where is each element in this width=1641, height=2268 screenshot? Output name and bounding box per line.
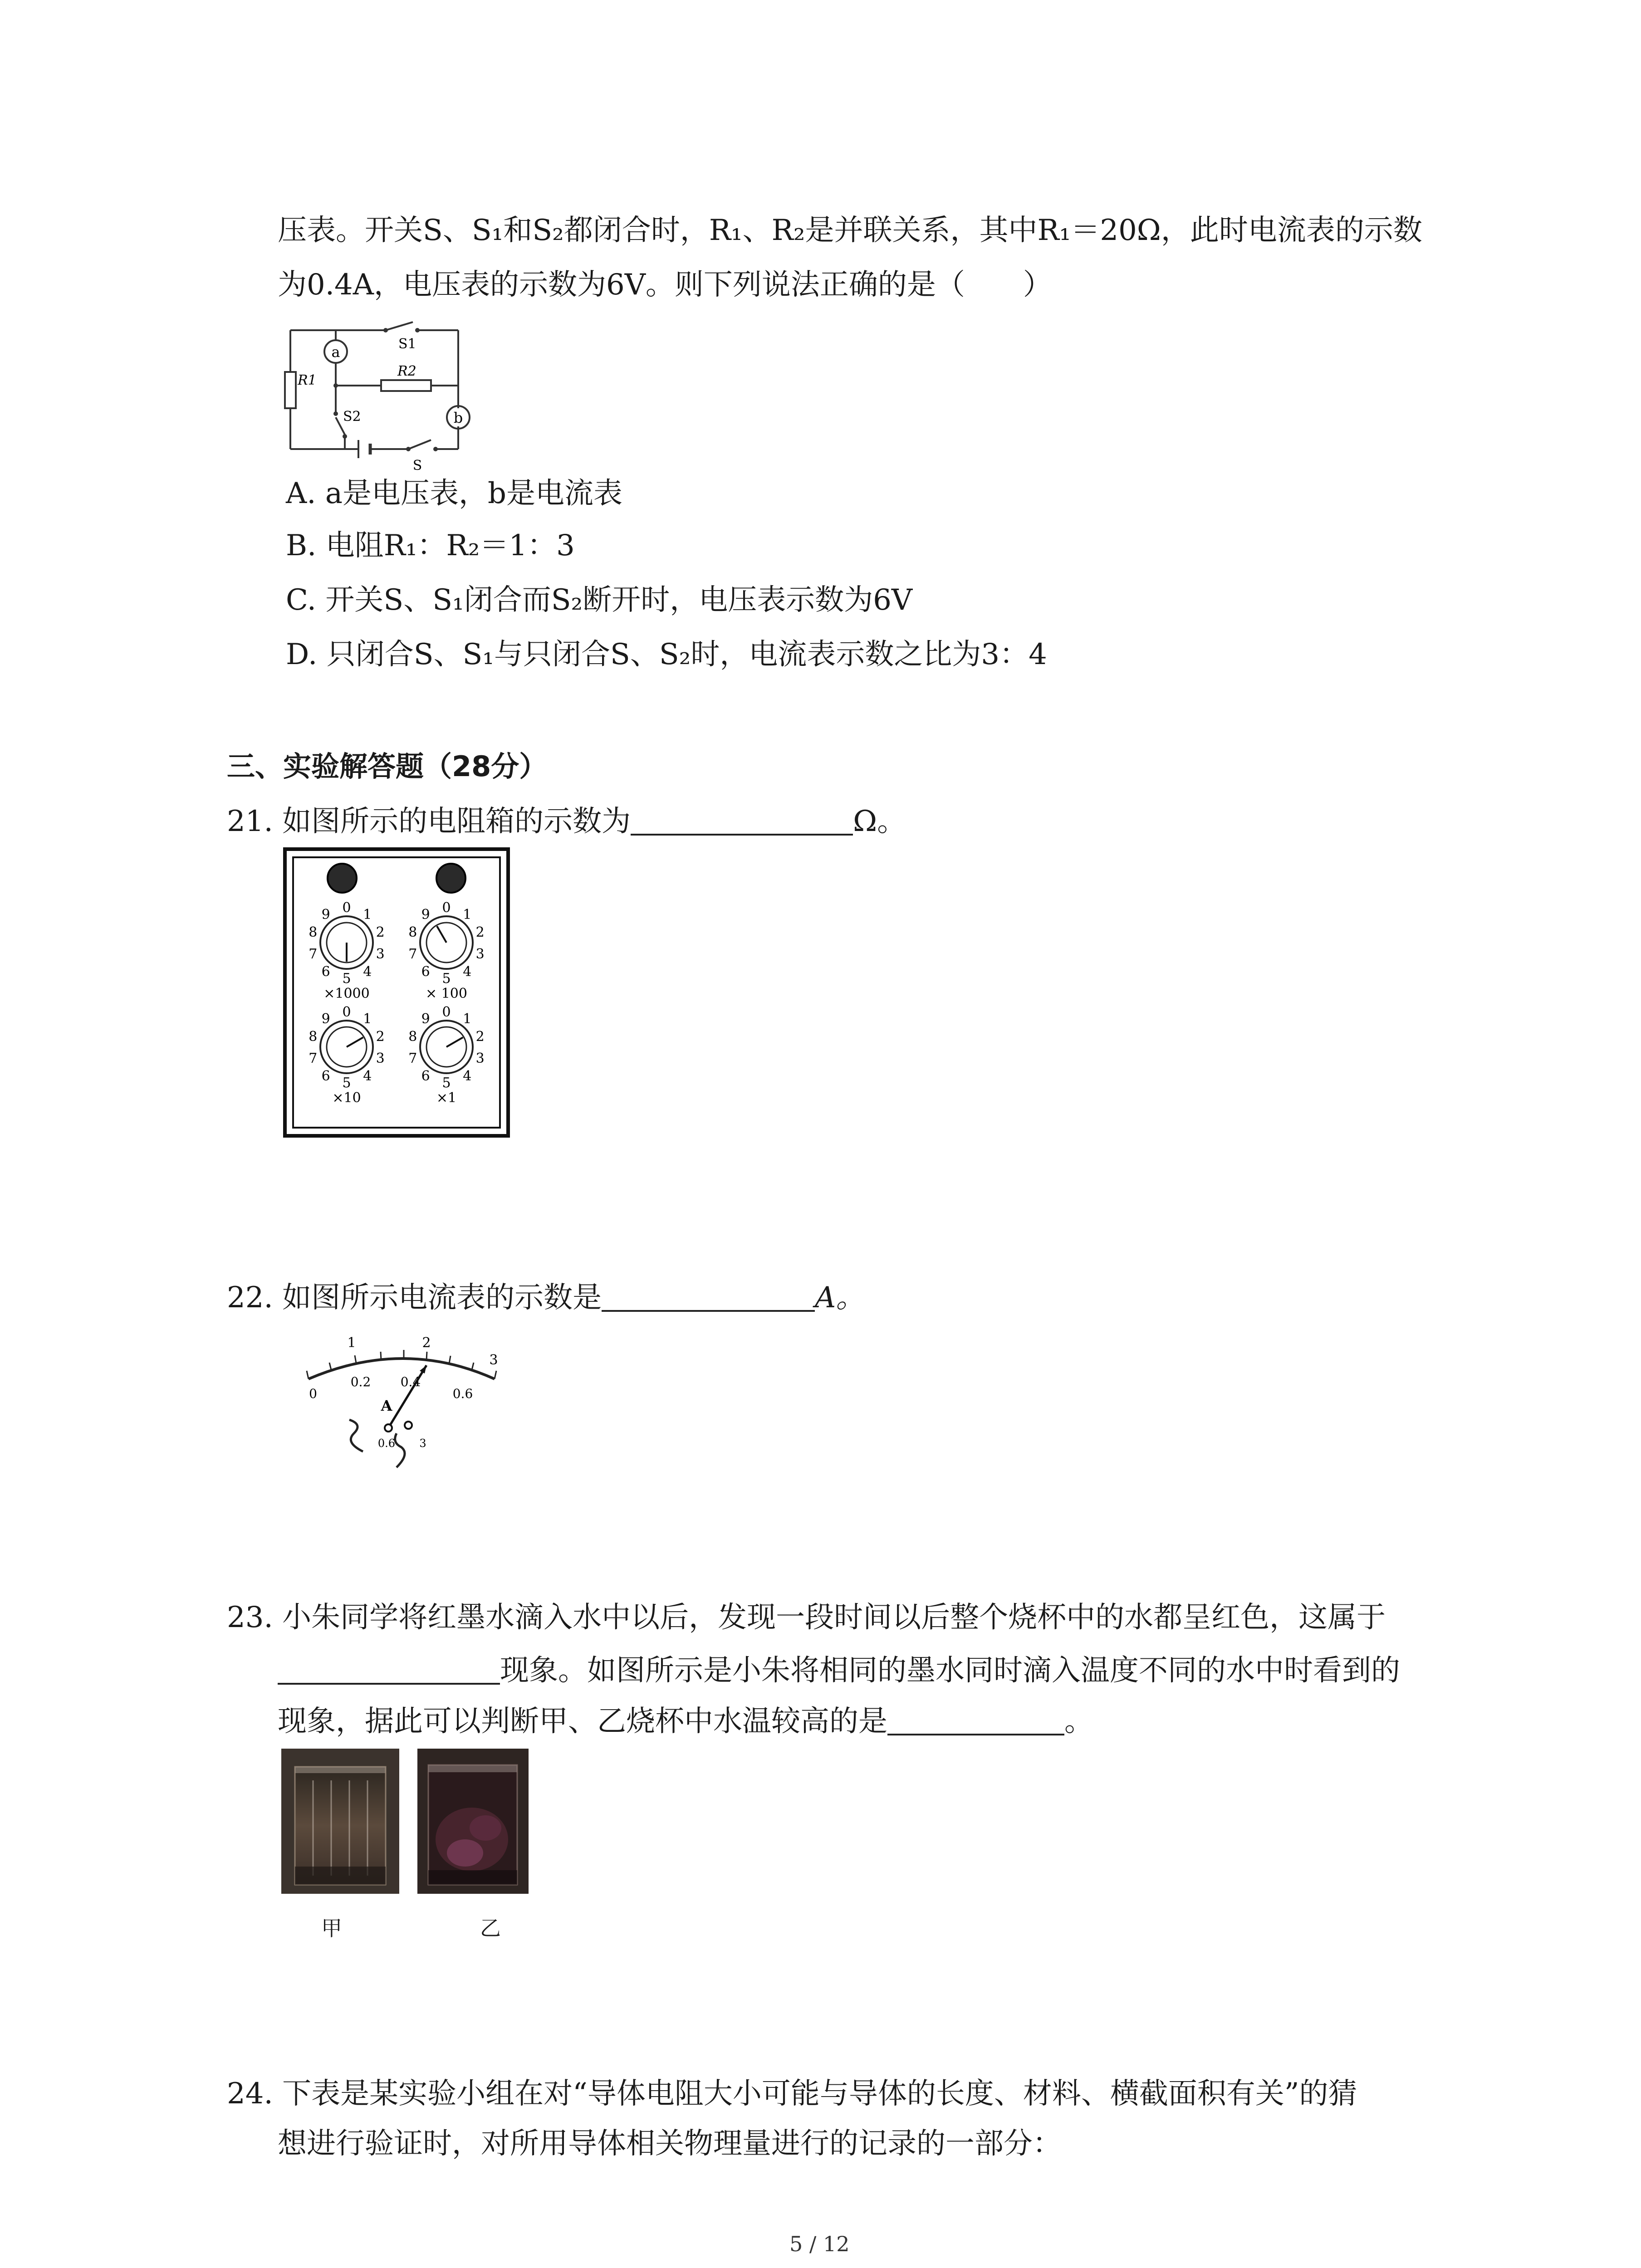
- dial-digit: 8: [408, 924, 417, 940]
- q24-line1: 24. 下表是某实验小组在对“导体电阻大小可能与导体的长度、材料、横截面积有关”的猜: [227, 2077, 1357, 2111]
- meter-b-label: b: [453, 409, 463, 426]
- ammeter: [281, 1320, 517, 1470]
- q23-line3-text: 现象，据此可以判断甲、乙烧杯中水温较高的是: [278, 1705, 887, 1738]
- dial-digit: 0: [342, 900, 351, 916]
- q23-answer-blank-1[interactable]: [278, 1651, 500, 1685]
- q21-line: [227, 802, 906, 839]
- q20-option-d: D. 只闭合S、S₁与只闭合S、S₂时，电流表示数之比为3：4: [286, 638, 1047, 671]
- dial-digit: 2: [475, 1028, 485, 1045]
- dial-digit: 3: [475, 1051, 485, 1067]
- dial-digit: 9: [421, 1011, 430, 1027]
- terminal-right: [436, 864, 465, 893]
- q20-line2: 为0.4A，电压表的示数为6V。则下列说法正确的是（ ）: [278, 268, 1052, 302]
- circuit-diagram: [281, 318, 495, 476]
- scale-top-2: 2: [422, 1335, 431, 1351]
- dial-digit: 8: [309, 924, 318, 940]
- terminal-3: 3: [419, 1437, 426, 1450]
- q20-option-b: B. 电阻R₁：R₂＝1：3: [286, 529, 575, 562]
- dial-digit: 9: [421, 906, 430, 923]
- dial-digit: 7: [309, 946, 318, 963]
- q23-line1: 23. 小朱同学将红墨水滴入水中以后，发现一段时间以后整个烧杯中的水都呈红色，这属于: [227, 1601, 1386, 1634]
- caption-yi: 乙: [480, 1916, 501, 1941]
- beaker-photo-jia: [281, 1749, 399, 1894]
- q23-line2: [278, 1651, 1400, 1688]
- q23-line3-end: 。: [1064, 1705, 1093, 1738]
- dial-digit: 1: [463, 906, 472, 923]
- q21-answer-blank[interactable]: [631, 802, 853, 836]
- q22-prefix: 22. 如图所示电流表的示数是: [227, 1281, 602, 1315]
- dial-multiplier: × 100: [426, 986, 467, 1002]
- dial-digit: 4: [463, 964, 472, 980]
- r2-label: R2: [397, 363, 416, 379]
- dial-digit: 5: [442, 971, 451, 987]
- dial-digit: 5: [342, 1075, 351, 1091]
- terminal-06: 0.6: [377, 1437, 396, 1450]
- scale-bottom-06: 0.6: [452, 1386, 473, 1401]
- dial-digit: 2: [376, 924, 385, 940]
- q20-option-a: A. a是电压表，b是电流表: [286, 477, 623, 510]
- dial-digit: 5: [442, 1075, 451, 1091]
- q20-line1: 压表。开关S、S₁和S₂都闭合时，R₁、R₂是并联关系，其中R₁＝20Ω，此时电流表的示数: [278, 214, 1422, 247]
- q23-answer-blank-2[interactable]: [887, 1702, 1064, 1735]
- q21-suffix: Ω。: [853, 805, 906, 838]
- dial-digit: 8: [408, 1028, 417, 1045]
- beaker-photo-yi: [417, 1749, 529, 1894]
- dial-digit: 6: [421, 964, 430, 980]
- dial-multiplier: ×1000: [323, 986, 370, 1002]
- dial-digit: 0: [342, 1004, 351, 1020]
- dial-digit: 7: [408, 1051, 417, 1067]
- s2-label: S2: [343, 409, 361, 425]
- dial-digit: 8: [309, 1028, 318, 1045]
- dial-digit: 3: [475, 946, 485, 963]
- dial-digit: 9: [321, 1011, 330, 1027]
- dial-digit: 4: [363, 964, 372, 980]
- dial-digit: 7: [309, 1051, 318, 1067]
- dial-digit: 3: [376, 1051, 385, 1067]
- q22-answer-blank[interactable]: [602, 1278, 815, 1312]
- dial-digit: 7: [408, 946, 417, 963]
- s-label: S: [412, 458, 422, 474]
- dial-digit: 2: [475, 924, 485, 940]
- q22-suffix: A。: [815, 1281, 865, 1315]
- dial-multiplier: ×10: [332, 1090, 361, 1106]
- dial-digit: 4: [363, 1068, 372, 1085]
- q20-option-c: C. 开关S、S₁闭合而S₂断开时，电压表示数为6V: [286, 583, 913, 617]
- q24-line2: 想进行验证时，对所用导体相关物理量进行的记录的一部分：: [278, 2127, 1062, 2160]
- terminal-left: [328, 864, 357, 893]
- dial-digit: 1: [363, 906, 372, 923]
- r1-label: R1: [298, 372, 317, 388]
- page-number: 5 / 12: [789, 2232, 850, 2256]
- dial-multiplier: ×1: [436, 1090, 457, 1106]
- scale-bottom-02: 0.2: [350, 1374, 371, 1389]
- dial-digit: 6: [421, 1068, 430, 1085]
- dial-digit: 0: [442, 900, 451, 916]
- dial-digit: 6: [321, 1068, 330, 1085]
- scale-bottom-04: 0.4: [400, 1374, 421, 1389]
- dial-digit: 3: [376, 946, 385, 963]
- scale-top-3: 3: [489, 1352, 498, 1368]
- unit-label: A: [381, 1397, 392, 1414]
- resistance-box: [283, 847, 510, 1138]
- dial-digit: 9: [321, 906, 330, 923]
- dial-digit: 2: [376, 1028, 385, 1045]
- scale-top-1: 1: [347, 1335, 356, 1351]
- dial-digit: 1: [463, 1011, 472, 1027]
- s1-label: S1: [398, 336, 416, 352]
- dial-digit: 4: [463, 1068, 472, 1085]
- caption-jia: 甲: [321, 1916, 342, 1941]
- scale-bottom-0: 0: [309, 1386, 317, 1401]
- q21-prefix: 21. 如图所示的电阻箱的示数为: [227, 805, 631, 838]
- q23-line2-text: 现象。如图所示是小朱将相同的墨水同时滴入温度不同的水中时看到的: [500, 1654, 1400, 1687]
- section-heading: 三、实验解答题（28分）: [227, 750, 548, 783]
- q22-line: [227, 1278, 865, 1315]
- meter-a-label: a: [331, 343, 340, 361]
- dial-digit: 0: [442, 1004, 451, 1020]
- dial-digit: 5: [342, 971, 351, 987]
- dial-digit: 1: [363, 1011, 372, 1027]
- dial-digit: 6: [321, 964, 330, 980]
- q23-line3: [278, 1702, 1093, 1739]
